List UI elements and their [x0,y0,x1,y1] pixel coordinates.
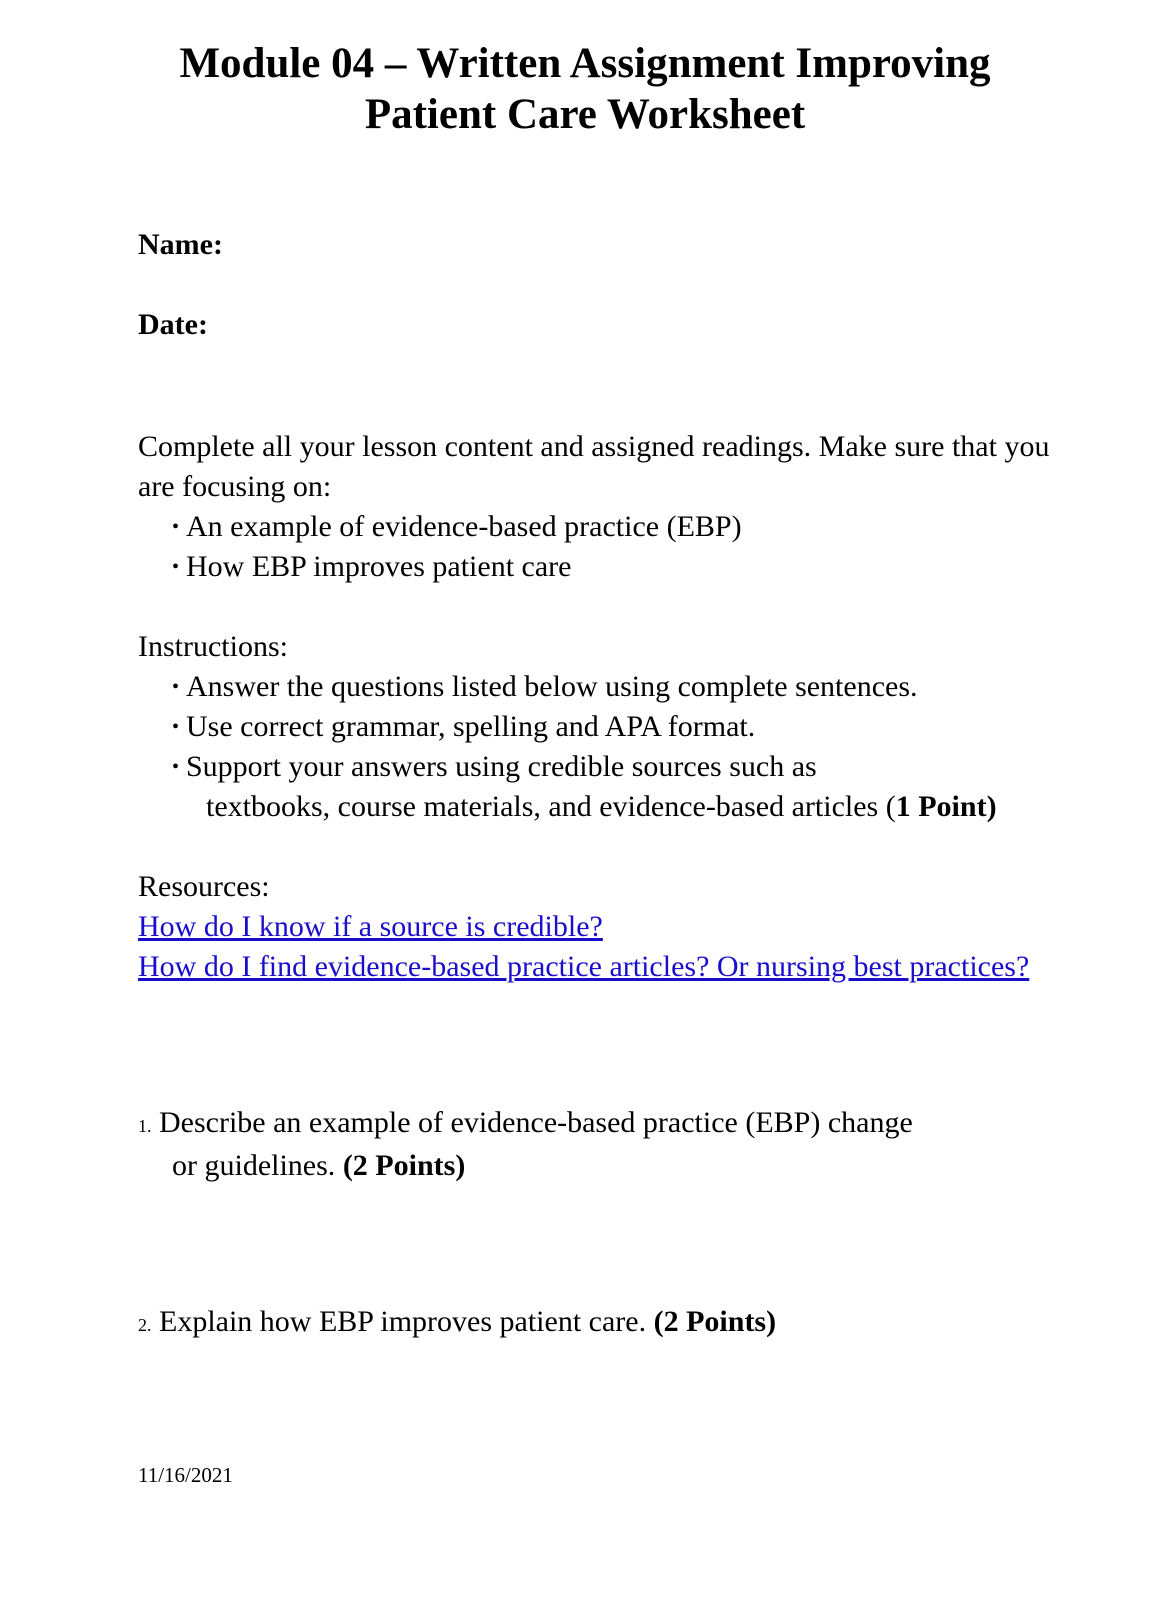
page-title-line-1: Module 04 – Written Assignment Improving [179,40,991,87]
question-continuation [138,1146,1058,1186]
bullet-dot-icon: • [172,756,180,778]
intro-paragraph: Complete all your lesson content and assigned readings. Make sure that you are focusing on: [138,430,1050,503]
date-label: Date: [138,308,208,341]
focus-item-text: An example of evidence-based practice (EBP) [186,510,742,543]
bullet-dot-icon: • [172,556,180,578]
instruction-item-cont-text: textbooks, course materials, and evidence-based articles ( [206,790,896,823]
instruction-item-text: Use correct grammar, spelling and APA format. [186,710,756,743]
list-item [172,667,1052,707]
list-item [172,747,1052,827]
resources-label: Resources: [138,870,270,903]
page-title-line-2: Patient Care Worksheet [364,91,806,138]
question-points: (2 Points) [653,1305,777,1338]
name-label: Name: [138,228,223,261]
footer-date: 11/16/2021 [138,1463,233,1487]
instruction-item-text: Support your answers using credible sources such as [186,750,817,783]
list-item [172,707,1052,747]
resource-links [138,907,1038,987]
question-points: (2 Points) [342,1149,466,1182]
points-label: 1 Point) [895,790,997,823]
question-text-cont: or guidelines. [172,1149,336,1182]
question-number: 2. [138,1315,152,1335]
instructions-label: Instructions: [138,630,288,663]
question-text: Describe an example of evidence-based practice (EBP) change [159,1106,913,1139]
list-item [172,507,1052,547]
focus-list [172,507,1052,587]
bullet-dot-icon: • [172,716,180,738]
list-item [172,547,1052,587]
ebp-articles-link[interactable]: How do I find evidence-based practice articles? Or nursing best practices? [138,950,1030,983]
instruction-item-text: Answer the questions listed below using complete sentences. [186,670,918,703]
bullet-dot-icon: • [172,516,180,538]
question-2 [138,1302,1058,1345]
question-1 [138,1103,1058,1186]
question-text: Explain how EBP improves patient care. [159,1305,647,1338]
bullet-dot-icon: • [172,676,180,698]
instructions-list [172,667,1052,827]
instruction-item-continuation [186,787,1052,827]
credible-source-link[interactable]: How do I know if a source is credible? [138,910,603,943]
question-number: 1. [138,1116,152,1136]
focus-item-text: How EBP improves patient care [186,550,572,583]
